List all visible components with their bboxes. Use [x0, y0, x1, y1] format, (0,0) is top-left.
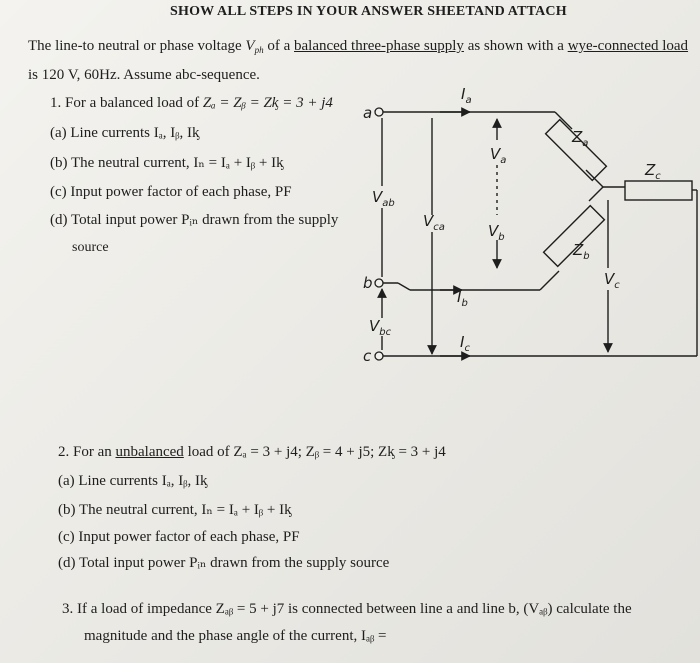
q2-part-a: (a) Line currents Iₐ, Iᵦ, Iᶄ — [58, 473, 208, 489]
page-title: SHOW ALL STEPS IN YOUR ANSWER SHEETAND ATTACH — [170, 4, 567, 19]
terminal-c — [375, 352, 383, 360]
intro-text-b: of a — [263, 38, 294, 54]
q2-part-c: (c) Input power factor of each phase, PF — [58, 529, 300, 545]
vab-label: $V_{ab}$ — [372, 188, 395, 209]
zb-wire-in — [540, 271, 559, 290]
za-wire-in — [555, 112, 572, 129]
ib-label: $I_b$ — [457, 288, 468, 309]
q1-part-a: (a) Line currents Iₐ, Iᵦ, Iᶄ — [50, 125, 200, 141]
q1-part-c: (c) Input power factor of each phase, PF — [50, 184, 292, 200]
node-b-label: b — [363, 274, 373, 292]
ia-label: $I_a$ — [461, 85, 472, 106]
terminal-a — [375, 108, 383, 116]
zb-wire-out — [589, 187, 603, 201]
intro-var-sub: ph — [254, 45, 264, 55]
q1-heading-text: 1. For a balanced load of — [50, 95, 203, 111]
q3-line-1: 3. If a load of impedance Zₐᵦ = 5 + j7 is connected between line a and line b, (Vₐᵦ) calculate the — [62, 601, 632, 617]
vca-label: $V_{ca}$ — [423, 212, 445, 233]
za-label: $Z_a$ — [572, 128, 589, 149]
node-c-label: c — [363, 347, 372, 365]
terminal-b — [375, 279, 383, 287]
vbc-label: $V_{bc}$ — [369, 317, 392, 338]
intro-line-1 — [28, 37, 688, 59]
zb-label: $Z_b$ — [573, 241, 590, 262]
circuit-diagram — [350, 75, 700, 375]
q2-heading-text-b: load of Zₐ = 3 + j4; Zᵦ = 4 + j5; Zᶄ = 3 + j4 — [183, 444, 446, 460]
intro-var-v: V — [245, 38, 255, 54]
va-label: $V_a$ — [490, 145, 507, 166]
intro-text-a: The line-to neutral or phase voltage — [28, 38, 246, 54]
q2-heading-text-a: 2. For an — [58, 444, 116, 460]
q3-line-2: magnitude and the phase angle of the current, Iₐᵦ = — [84, 628, 387, 644]
q1-part-d: (d) Total input power Pᵢₙ drawn from the supply — [50, 212, 339, 228]
q2-part-b: (b) The neutral current, Iₙ = Iₐ + Iᵦ + Iᶄ — [58, 502, 292, 518]
intro-text-c: as shown with a — [463, 38, 568, 54]
q1-heading — [50, 94, 333, 112]
intro-underline-wye: wye-connected load — [567, 38, 689, 54]
intro-line-2: is 120 V, 60Hz. Assume abc-sequence. — [28, 67, 260, 83]
node-a-label: a — [363, 104, 373, 122]
zc-impedance — [625, 181, 692, 200]
q2-underline-unbalanced: unbalanced — [115, 444, 184, 460]
q1-heading-equation: Zₐ = Zᵦ = Zᶄ = 3 + j4 — [202, 95, 333, 111]
vb-label: $V_b$ — [488, 222, 505, 243]
zc-label: $Z_c$ — [645, 161, 661, 182]
q1-part-d-continued: source — [72, 240, 109, 255]
q2-heading — [58, 443, 446, 461]
q2-part-d: (d) Total input power Pᵢₙ drawn from the supply source — [58, 555, 390, 571]
q1-part-b: (b) The neutral current, Iₙ = Iₐ + Iᵦ + Iᶄ — [50, 155, 284, 171]
intro-underline-balanced: balanced three-phase supply — [294, 38, 464, 54]
vc-label: $V_c$ — [604, 270, 620, 291]
ic-label: $I_c$ — [460, 333, 470, 354]
line-b-bend — [398, 283, 410, 290]
